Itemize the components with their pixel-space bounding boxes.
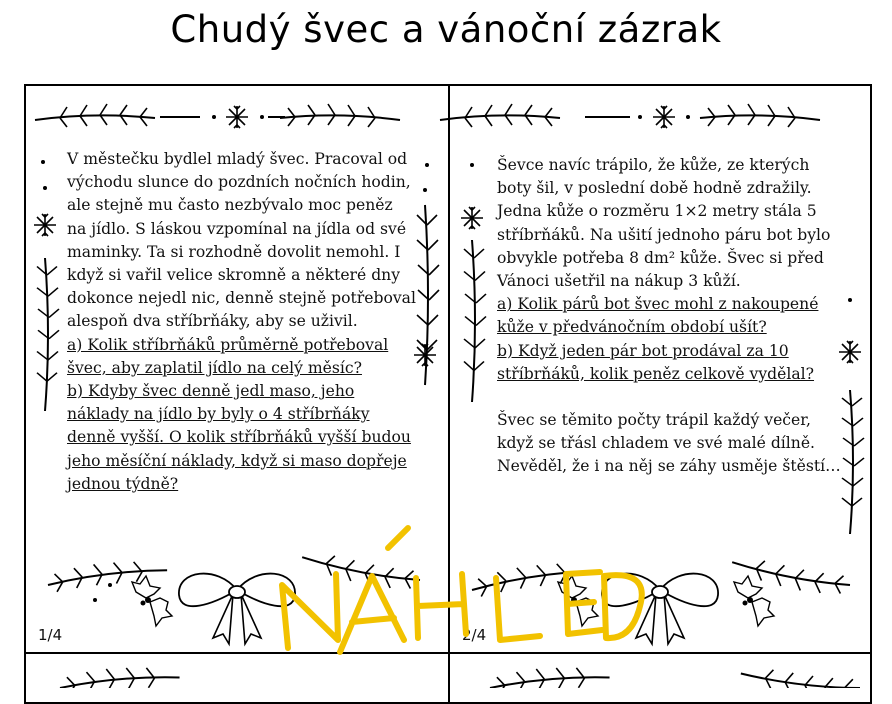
card-2-outro: Švec se těmito počty trápil každý večer, když se třásl chladem ve své malé dílně. Nevěděl, že i na něj se záhy usměje štěstí… (497, 411, 841, 476)
card-1-page-number: 1/4 (38, 626, 63, 644)
card-2-page-number: 2/4 (462, 626, 487, 644)
card-2-question-b: b) Když jeden pár bot prodával za 10 stříbrňáků, kolik peněz celkově vydělal? (497, 341, 815, 383)
page-title: Chudý švec a vánoční zázrak (170, 8, 722, 51)
story-card-1 (67, 148, 417, 496)
card-1-question-b: b) Kdyby švec denně jedl maso, jeho náklady na jídlo by byly o 4 stříbrňáky denně vyšší. O kolik stříbrňáků vyšší budou jeho měsíční náklady, když si maso dopřeje jednou týdně? (67, 382, 411, 493)
card-1-question-a: a) Kolik stříbrňáků průměrně potřeboval švec, aby zaplatil jídlo na celý měsíc? (67, 335, 389, 377)
card-2-intro: Ševce navíc trápilo, že kůže, ze kterých boty šil, v poslední době hodně zdražily. Jedna kůže o rozměru 1×2 metry stála 5 stříbrňáků. Na ušití jednoho páru bot bylo obvykle potřeba 8 dm² kůže. Švec si před Vánoci ušetřil na nákup 3 kůží. (497, 156, 831, 291)
card-2-question-a: a) Kolik párů bot švec mohl z nakoupené kůže v předvánočním období ušít? (497, 295, 819, 337)
story-card-2 (497, 154, 842, 479)
card-1-intro: V městečku bydlel mladý švec. Pracoval od východu slunce do pozdních nočních hodin, ale stejně mu často nezbývalo moc peněz na jídlo. S láskou vzpomínal na jídla od své maminky. Ta si rozhodně dovolit nemohl. I když si vařil velice skromně a některé dny dokonce nejedl nic, denně stejně potřeboval alespoň dva stříbrňáky, aby se uživil. (67, 150, 416, 331)
